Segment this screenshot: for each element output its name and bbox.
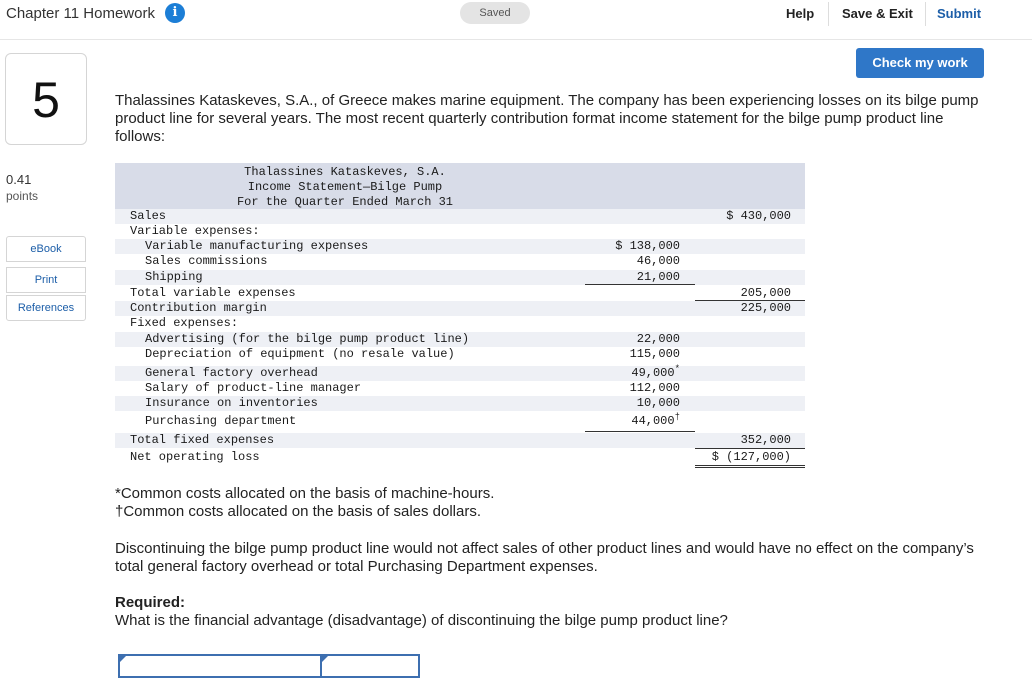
table-row: Purchasing department 44,000†	[145, 412, 680, 428]
table-row: Variable expenses:	[130, 224, 260, 238]
points-label: points	[6, 189, 39, 203]
table-row: Shipping 21,000	[115, 270, 805, 285]
table-row: Variable manufacturing expenses $ 138,000	[115, 239, 805, 254]
footnote-dagger: †Common costs allocated on the basis of sales dollars.	[115, 503, 482, 520]
assignment-title: Chapter 11 Homework	[6, 5, 155, 22]
help-link[interactable]: Help	[786, 6, 815, 21]
footnote-asterisk: *Common costs allocated on the basis of machine-hours.	[115, 485, 495, 502]
statement-title: Income Statement—Bilge Pump	[247, 180, 443, 194]
saved-status: Saved	[460, 2, 530, 24]
question-prompt: Thalassines Kataskeves, S.A., of Greece makes marine equipment. The company has been experiencing losses on its bilge pump product line for several years. The most recent quarterly contribution format income statement for the bilge pump product line follows:	[115, 92, 979, 145]
cell-marker-icon	[120, 656, 126, 662]
ebook-button[interactable]: eBook	[6, 236, 86, 262]
cell-marker-icon	[322, 656, 328, 662]
info-icon[interactable]: i	[165, 3, 185, 23]
table-row: Sales commissions 46,000	[145, 254, 680, 268]
statement-header	[115, 163, 805, 209]
statement-period: For the Quarter Ended March 31	[236, 195, 454, 209]
answer-input[interactable]	[322, 656, 418, 676]
subtotal-rule	[585, 284, 695, 285]
discontinue-text: Discontinuing the bilge pump product line would not affect sales of other product lines and would have no effect on the company’s total general factory overhead or total Purchasing Department expenses.	[115, 540, 974, 575]
points-value: 0.41	[6, 172, 32, 187]
subtotal-rule	[695, 448, 805, 449]
answer-label-cell[interactable]	[120, 656, 322, 676]
table-row: General factory overhead 49,000*	[115, 366, 805, 381]
answer-row	[118, 654, 420, 678]
required-label: Required:	[115, 594, 186, 611]
print-button[interactable]: Print	[6, 267, 86, 293]
table-row: Net operating loss $ (127,000)	[130, 450, 791, 464]
asterisk-mark: *	[674, 364, 680, 374]
save-exit-link[interactable]: Save & Exit	[842, 6, 913, 21]
double-rule	[695, 467, 805, 468]
top-bar	[0, 0, 1032, 40]
double-rule	[695, 465, 805, 466]
check-my-work-button[interactable]: Check my work	[856, 48, 984, 78]
required-question: What is the financial advantage (disadvantage) of discontinuing the bilge pump product line?	[115, 612, 728, 629]
table-row: Salary of product-line manager 112,000	[145, 381, 680, 395]
table-row: Depreciation of equipment (no resale value) 115,000	[145, 347, 680, 361]
table-row: Fixed expenses:	[130, 316, 239, 330]
table-row: Total variable expenses 205,000	[130, 286, 791, 300]
question-number: 5	[5, 53, 87, 145]
table-row: Advertising (for the bilge pump product line) 22,000	[115, 332, 805, 347]
divider	[925, 2, 926, 26]
table-row: Sales $ 430,000	[115, 209, 805, 224]
references-button[interactable]: References	[6, 295, 86, 321]
table-row: Insurance on inventories 10,000	[115, 396, 805, 411]
subtotal-rule	[585, 431, 695, 432]
submit-link[interactable]: Submit	[937, 6, 982, 21]
table-row: Contribution margin 225,000	[115, 301, 805, 316]
dagger-mark: †	[674, 412, 680, 422]
divider	[828, 2, 829, 26]
statement-company: Thalassines Kataskeves, S.A.	[244, 165, 446, 179]
table-row: Total fixed expenses 352,000	[115, 433, 805, 448]
